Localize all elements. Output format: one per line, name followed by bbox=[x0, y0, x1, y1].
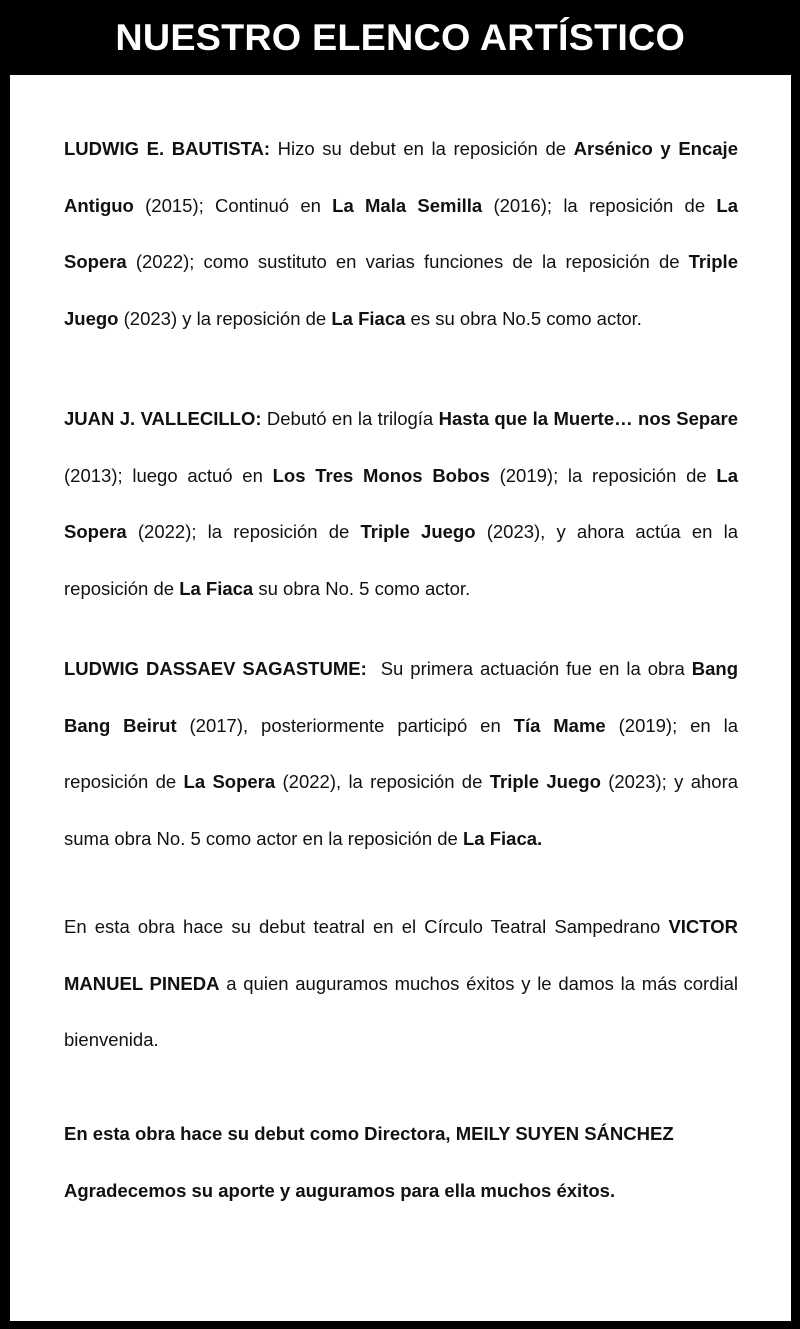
bio-text: En esta obra hace su debut teatral en el Círculo Teatral Sampedrano bbox=[64, 916, 669, 937]
play-title: La Sopera bbox=[183, 771, 276, 792]
play-title: Triple Juego bbox=[360, 521, 476, 542]
actor-name: LUDWIG DASSAEV SAGASTUME: bbox=[64, 658, 367, 679]
title-banner bbox=[0, 0, 800, 75]
bio-text: (2016); la reposición de bbox=[482, 194, 717, 216]
play-title: Bang Bang Beirut bbox=[64, 658, 739, 736]
bio-paragraph bbox=[64, 121, 738, 347]
bio-text: Debutó en la trilogía bbox=[261, 408, 439, 429]
play-title: La Mala Semilla bbox=[332, 194, 483, 216]
bio-text: Hizo su debut en la reposición de bbox=[270, 138, 574, 159]
play-title: La Sopera bbox=[64, 194, 738, 272]
play-title: Los Tres Monos Bobos bbox=[272, 464, 490, 486]
play-title: Triple Juego bbox=[64, 251, 738, 329]
bio-text: (2023), y ahora actúa en la reposición de bbox=[64, 521, 738, 599]
bio-text: (2017), posteriormente participó en bbox=[176, 714, 514, 736]
actor-name: LUDWIG E. BAUTISTA: bbox=[64, 138, 271, 159]
thanks-line: Agradecemos su aporte y auguramos para ella muchos éxitos. bbox=[64, 1179, 616, 1201]
bio-text: (2019); la reposición de bbox=[489, 464, 717, 486]
bio-text: (2023) y la reposición de bbox=[118, 307, 332, 329]
bio-text: (2023); y ahora suma obra No. 5 como actor en la reposición de bbox=[64, 771, 739, 849]
bio-text: es su obra No.5 como actor. bbox=[405, 307, 642, 329]
bio-text: (2015); Continuó en bbox=[133, 194, 333, 216]
bio-text: (2022); como sustituto en varias funciones de la reposición de bbox=[126, 251, 689, 272]
play-title: Tía Mame bbox=[513, 714, 606, 736]
actor-name: VICTOR MANUEL PINEDA bbox=[64, 916, 738, 994]
bio-paragraph bbox=[64, 641, 738, 867]
bio-text: (2022), la reposición de bbox=[275, 771, 490, 792]
play-title: Hasta que la Muerte… nos Separe bbox=[438, 408, 739, 429]
play-title: Triple Juego bbox=[489, 771, 601, 792]
director-line: En esta obra hace su debut como Directora, MEILY SUYEN SÁNCHEZ bbox=[64, 1123, 674, 1144]
bio-text: (2022); la reposición de bbox=[126, 521, 361, 542]
play-title: La Sopera bbox=[64, 464, 738, 542]
play-title: La Fiaca. bbox=[463, 827, 543, 849]
play-title: Arsénico y Encaje Antiguo bbox=[64, 138, 738, 216]
debut-paragraph bbox=[64, 899, 738, 1069]
play-title: La Fiaca bbox=[179, 577, 254, 599]
page-title: NUESTRO ELENCO ARTÍSTICO bbox=[115, 16, 685, 58]
bio-text: a quien auguramos muchos éxitos y le damos la más cordial bienvenida. bbox=[64, 972, 738, 1050]
bio-paragraph bbox=[64, 391, 738, 617]
play-title: La Fiaca bbox=[331, 307, 406, 329]
actor-name: JUAN J. VALLECILLO: bbox=[64, 408, 262, 429]
bio-text: (2013); luego actuó en bbox=[64, 464, 273, 486]
bio-text: Su primera actuación fue en la obra bbox=[366, 658, 692, 679]
director-paragraph bbox=[64, 1106, 738, 1219]
bio-text: (2019); en la reposición de bbox=[64, 714, 739, 792]
bio-text: su obra No. 5 como actor. bbox=[253, 577, 471, 599]
